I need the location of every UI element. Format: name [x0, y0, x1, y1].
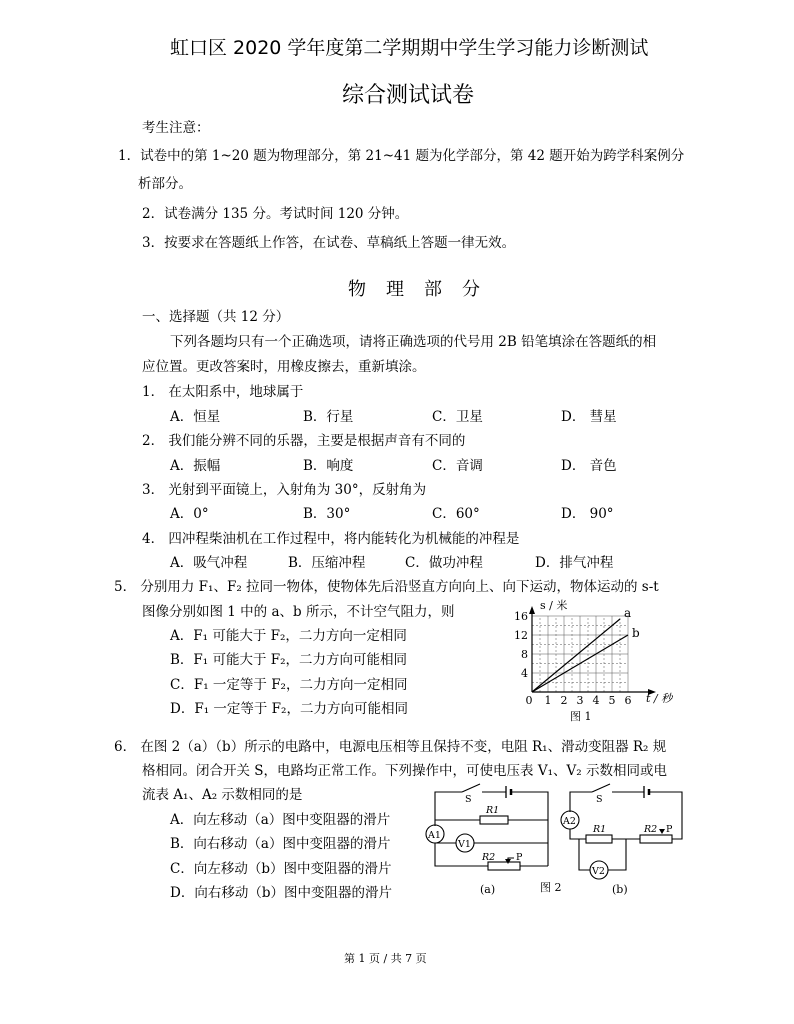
q1-option-a: A．恒星 — [170, 409, 221, 425]
notice-item-3: 3．按要求在答题纸上作答，在试卷、草稿纸上答题一律无效。 — [142, 235, 516, 251]
q5-option-d: D．F₁ 一定等于 F₂，二力方向可能相同 — [170, 701, 408, 717]
circuit-b-v2-wire-left — [579, 839, 590, 870]
figure1-x-tick-label: 5 — [608, 694, 616, 707]
notice-item-2: 2．试卷满分 135 分。考试时间 120 分钟。 — [142, 206, 409, 222]
label-s-a: S — [465, 794, 472, 805]
q5-stem-line-1: 5． 分别用力 F₁、F₂ 拉同一物体，使物体先后沿竖直方向向上、向下运动，物体运动的 s-t — [114, 579, 659, 595]
label-p-b: P — [666, 824, 673, 835]
q5-option-c: C．F₁ 一定等于 F₂，二力方向一定相同 — [170, 677, 408, 693]
label-a1: A1 — [428, 830, 441, 841]
q3-stem: 3． 光射到平面镜上，入射角为 30°，反射角为 — [142, 482, 427, 498]
figure2-label-a: (a) — [480, 883, 496, 896]
notice-item-1: 1．试卷中的第 1~20 题为物理部分，第 21~41 题为化学部分，第 42 题开始为跨学科案例分 — [118, 148, 685, 164]
q2-option-b: B．响度 — [303, 458, 354, 474]
q4-stem: 4． 四冲程柴油机在工作过程中，将内能转化为机械能的冲程是 — [142, 531, 520, 547]
figure1-series-a-line — [532, 619, 620, 692]
label-r1-a: R1 — [486, 805, 500, 816]
figure2-label-b: (b) — [612, 883, 628, 896]
label-s-b: S — [596, 794, 603, 805]
figure1-x-tick-label: 3 — [576, 694, 584, 707]
figure1-x-tick-label: 1 — [544, 694, 552, 707]
q4-option-a: A．吸气冲程 — [170, 555, 248, 571]
q5-option-b: B．F₁ 可能大于 F₂，二力方向可能相同 — [170, 652, 408, 668]
q1-option-c: C．卫星 — [432, 409, 483, 425]
circuit-b-wire-left-bottom — [570, 829, 586, 839]
page-number: 第 1 页 / 共 7 页 — [344, 952, 427, 965]
q6-stem-line-2: 格相同。闭合开关 S，电路均正常工作。下列操作中，可使电压表 V₁、V₂ 示数相同或电 — [142, 763, 667, 779]
label-v2: V2 — [592, 866, 605, 877]
figure1-x-tick-label: 0 — [525, 694, 533, 707]
figure2-circuits — [410, 780, 700, 900]
q6-option-c: C．向左移动（b）图中变阻器的滑片 — [170, 861, 392, 877]
q2-option-c: C．音调 — [432, 458, 483, 474]
q1-option-d: D． 彗星 — [561, 409, 617, 425]
slider-p-b-arrow-icon — [659, 829, 665, 834]
q6-option-b: B．向右移动（a）图中变阻器的滑片 — [170, 836, 391, 852]
notice-heading: 考生注意： — [142, 120, 210, 136]
figure1-x-tick-label: 6 — [624, 694, 632, 707]
rheostat-r2-a-icon — [488, 862, 520, 870]
q4-option-b: B．压缩冲程 — [288, 555, 366, 571]
circuit-b-v2-wire-right — [608, 839, 626, 870]
figure1-caption: 图 1 — [570, 710, 592, 723]
circuit-b-switch — [592, 784, 610, 792]
q5-stem-line-2: 图像分别如图 1 中的 a、b 所示，不计空气阻力，则 — [142, 604, 455, 620]
q6-option-a: A．向左移动（a）图中变阻器的滑片 — [170, 812, 391, 828]
circuit-a-switch — [462, 784, 480, 792]
notice-item-1-cont: 析部分。 — [138, 176, 192, 192]
q4-option-c: C．做功冲程 — [405, 555, 483, 571]
exam-title: 虹口区 2020 学年度第二学期期中学生学习能力诊断测试 — [170, 37, 649, 59]
q6-option-d: D．向右移动（b）图中变阻器的滑片 — [170, 885, 392, 901]
exam-subtitle: 综合测试试卷 — [342, 83, 475, 108]
label-p-a: P — [516, 852, 523, 863]
circuit-b-wire-left-top — [570, 792, 592, 812]
q2-option-a: A．振幅 — [170, 458, 221, 474]
section-title: 物理部分 — [348, 279, 500, 300]
q4-option-d: D．排气冲程 — [535, 555, 614, 571]
figure1-y-tick-label: 16 — [514, 610, 528, 623]
q2-option-d: D． 音色 — [561, 458, 617, 474]
figure1-y-tick-label: 12 — [514, 629, 528, 642]
part1-heading: 一、选择题（共 12 分） — [142, 309, 290, 325]
q3-option-c: C．60° — [432, 506, 480, 522]
label-r2-b: R2 — [644, 824, 658, 835]
label-v1: V1 — [458, 839, 471, 850]
instruction-line-2: 应位置。更改答案时，用橡皮擦去，重新填涂。 — [142, 359, 426, 375]
resistor-r1-b-icon — [586, 835, 612, 843]
circuit-a-wire-left-top — [435, 792, 462, 826]
figure1-x-tick-label: 2 — [560, 694, 568, 707]
figure1-y-arrow-icon — [529, 606, 535, 614]
instruction-line-1: 下列各题均只有一个正确选项，请将正确选项的代号用 2B 铅笔填涂在答题纸的相 — [170, 334, 657, 350]
q6-stem-line-3: 流表 A₁、A₂ 示数相同的是 — [142, 787, 303, 803]
label-r2-a: R2 — [482, 852, 496, 863]
q1-stem: 1． 在太阳系中，地球属于 — [142, 384, 304, 400]
q3-option-d: D． 90° — [561, 506, 614, 522]
figure1-xlabel: t / 秒 — [646, 692, 673, 705]
circuit-b — [561, 784, 682, 879]
figure1-ylabel: s / 米 — [540, 599, 568, 612]
rheostat-r2-b-icon — [640, 835, 672, 843]
q3-option-b: B．30° — [303, 506, 351, 522]
label-a2: A2 — [563, 816, 576, 827]
q6-stem-line-1: 6． 在图 2（a）（b）所示的电路中，电源电压相等且保持不变，电阻 R₁、滑动变阻器 R₂ 规 — [114, 739, 667, 755]
figure1-label-b: b — [632, 626, 640, 640]
figure1-label-a: a — [624, 606, 632, 620]
q2-stem: 2． 我们能分辨不同的乐器，主要是根据声音有不同的 — [142, 433, 466, 449]
q5-option-a: A．F₁ 可能大于 F₂，二力方向一定相同 — [170, 628, 407, 644]
resistor-r1-a-icon — [480, 816, 508, 824]
label-r1-b: R1 — [593, 824, 607, 835]
figure2-caption: 图 2 — [540, 881, 562, 894]
figure1-x-tick-label: 4 — [592, 694, 600, 707]
figure1-y-tick-label: 4 — [521, 667, 528, 680]
figure1-y-tick-label: 8 — [521, 648, 528, 661]
figure1-chart — [500, 596, 680, 726]
q3-option-a: A．0° — [170, 506, 209, 522]
q1-option-b: B．行星 — [303, 409, 354, 425]
